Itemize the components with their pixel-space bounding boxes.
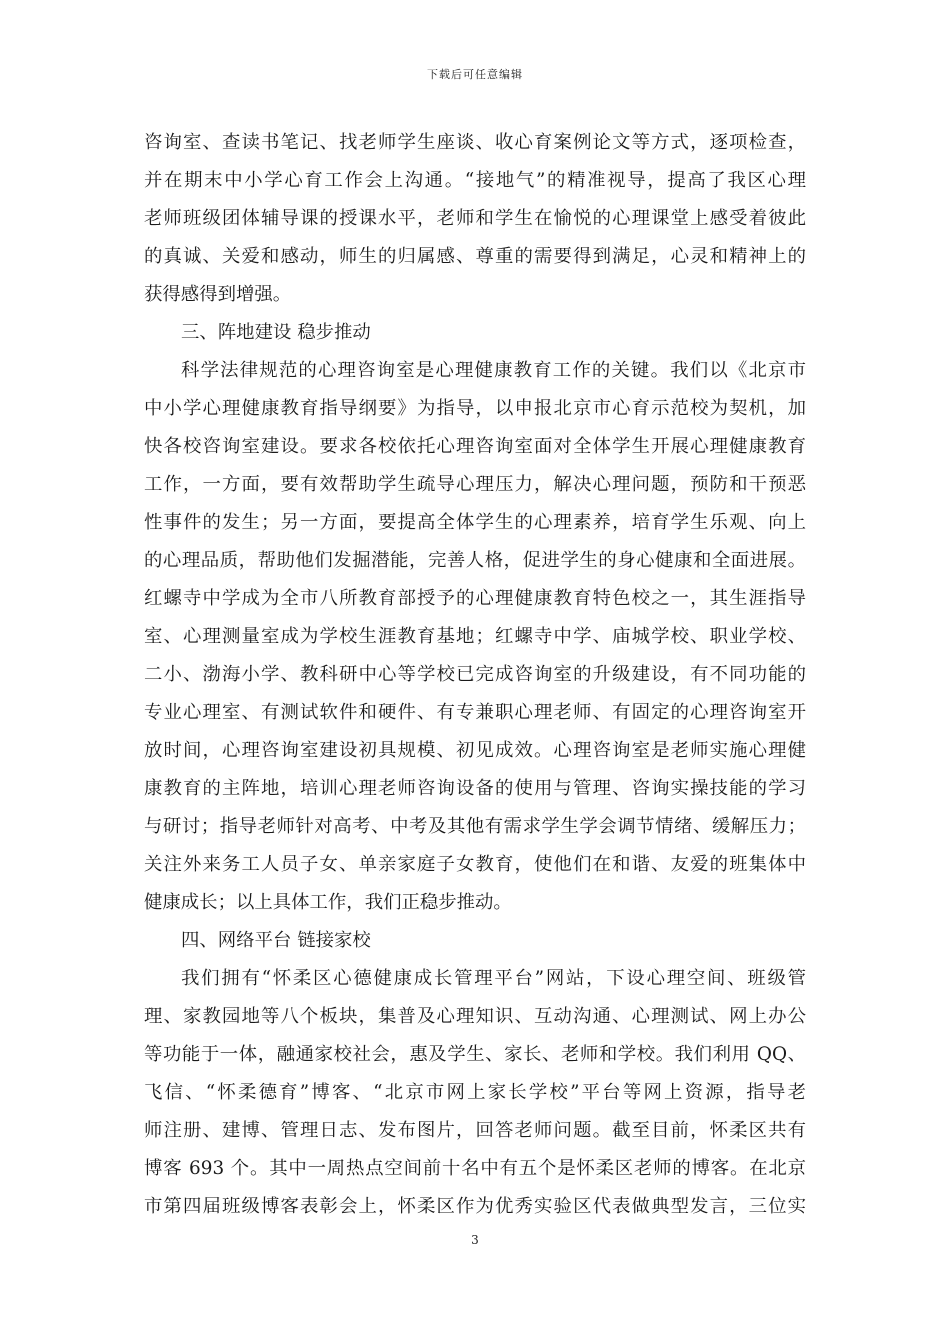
page-header: 下载后可任意编辑 [427, 68, 523, 81]
text-line: 老师班级团体辅导课的授课水平，老师和学生在愉悦的心理课堂上感受着彼此 [144, 208, 806, 229]
text-line: 并在期末中小学心育工作会上沟通。“接地气”的精准视导，提高了我区心理 [144, 170, 806, 191]
text-line: 获得感得到增强。 [144, 284, 292, 305]
text-line: 的心理品质，帮助他们发掘潜能，完善人格，促进学生的身心健康和全面进展。 [144, 550, 806, 571]
text-line: 健康成长；以上具体工作，我们正稳步推动。 [144, 892, 512, 913]
text-line: 等功能于一体，融通家校社会，惠及学生、家长、老师和学校。我们利用 QQ、 [144, 1044, 806, 1065]
text-line: 飞信、“怀柔德育”博客、“北京市网上家长学校”平台等网上资源，指导老 [144, 1082, 806, 1103]
text-line: 三、阵地建设 稳步推动 [181, 322, 371, 343]
text-line: 性事件的发生；另一方面，要提高全体学生的心理素养，培育学生乐观、向上 [144, 512, 806, 533]
document-body [144, 124, 806, 1226]
text-line: 康教育的主阵地，培训心理老师咨询设备的使用与管理、咨询实操技能的学习 [144, 778, 806, 799]
text-line: 我们拥有“怀柔区心德健康成长管理平台”网站，下设心理空间、班级管 [181, 968, 806, 989]
text-line: 博客 693 个。其中一周热点空间前十名中有五个是怀柔区老师的博客。在北京 [144, 1158, 806, 1179]
text-line: 室、心理测量室成为学校生涯教育基地；红螺寺中学、庙城学校、职业学校、 [144, 626, 806, 647]
text-line: 师注册、建博、管理日志、发布图片，回答老师问题。截至目前，怀柔区共有 [144, 1120, 806, 1141]
text-line: 科学法律规范的心理咨询室是心理健康教育工作的关键。我们以《北京市 [181, 360, 806, 381]
text-line: 与研讨；指导老师针对高考、中考及其他有需求学生学会调节情绪、缓解压力； [144, 816, 806, 837]
text-line: 关注外来务工人员子女、单亲家庭子女教育，使他们在和谐、友爱的班集体中 [144, 854, 806, 875]
text-line: 二小、渤海小学、教科研中心等学校已完成咨询室的升级建设，有不同功能的 [144, 664, 806, 685]
text-line: 理、家教园地等八个板块，集普及心理知识、互动沟通、心理测试、网上办公 [144, 1006, 806, 1027]
text-line: 的真诚、关爱和感动，师生的归属感、尊重的需要得到满足，心灵和精神上的 [144, 246, 806, 267]
text-line: 放时间，心理咨询室建设初具规模、初见成效。心理咨询室是老师实施心理健 [144, 740, 806, 761]
text-line: 红螺寺中学成为全市八所教育部授予的心理健康教育特色校之一，其生涯指导 [144, 588, 806, 609]
page-number: 3 [471, 1233, 479, 1247]
text-line: 咨询室、查读书笔记、找老师学生座谈、收心育案例论文等方式，逐项检查， [144, 132, 806, 153]
text-line: 四、网络平台 链接家校 [181, 930, 371, 951]
text-line: 中小学心理健康教育指导纲要》为指导，以申报北京市心育示范校为契机，加 [144, 398, 806, 419]
text-line: 快各校咨询室建设。要求各校依托心理咨询室面对全体学生开展心理健康教育 [144, 436, 806, 457]
text-line: 工作，一方面，要有效帮助学生疏导心理压力，解决心理问题，预防和干预恶 [144, 474, 806, 495]
text-line: 专业心理室、有测试软件和硬件、有专兼职心理老师、有固定的心理咨询室开 [144, 702, 806, 723]
text-line: 市第四届班级博客表彰会上，怀柔区作为优秀实验区代表做典型发言，三位实 [144, 1196, 806, 1217]
